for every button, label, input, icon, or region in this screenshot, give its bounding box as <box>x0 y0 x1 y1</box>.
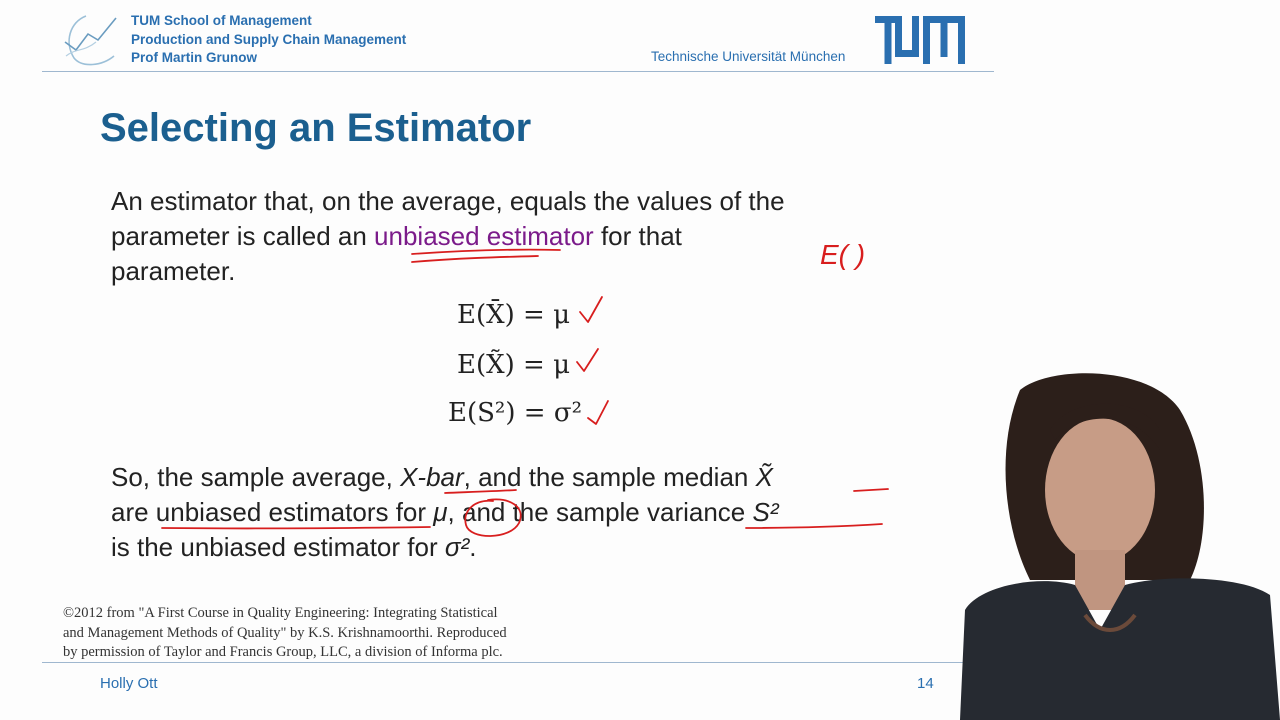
header-divider <box>42 71 994 72</box>
conclusion-line-3 <box>111 530 779 565</box>
conclusion-line-3-a: is the unbiased estimator for <box>111 532 445 562</box>
conclusion-line-2-b: , and the sample variance <box>447 497 753 527</box>
school-logo-icon <box>62 12 120 68</box>
conclusion-line-2-a: are unbiased estimators for <box>111 497 434 527</box>
definition-line-2-start: parameter is called an <box>111 221 375 251</box>
definition-line-3: parameter. <box>111 256 236 286</box>
presenter-video-overlay <box>960 370 1280 720</box>
header-line-school: TUM School of Management <box>131 13 312 28</box>
footer-author: Holly Ott <box>100 675 158 692</box>
header-lines <box>131 12 406 68</box>
underline-median <box>854 489 888 491</box>
citation-line-1: ©2012 from "A First Course in Quality Engineering: Integrating Statistical <box>63 605 498 621</box>
citation-block <box>63 604 507 663</box>
citation-line-3: by permission of Taylor and Francis Group, LLC, a division of Informa plc. <box>63 644 503 660</box>
sigma-squared-symbol: σ² <box>444 532 470 562</box>
citation-line-2: and Management Methods of Quality" by K.S. Krishnamoorthi. Reproduced <box>63 624 507 641</box>
checkmark-2 <box>577 349 598 371</box>
variance-symbol: S² <box>752 497 779 527</box>
definition-line-1: An estimator that, on the average, equals the values of the <box>111 186 785 216</box>
slide-title: Selecting an Estimator <box>100 106 532 150</box>
definition-line-2-end: for that <box>593 221 682 251</box>
checkmark-3 <box>588 401 608 424</box>
checkmark-1 <box>580 297 602 322</box>
conclusion-line-1-b: , and the sample median <box>463 462 756 492</box>
definition-line-2 <box>111 219 785 254</box>
conclusion-line-1-a: So, the sample average, <box>111 462 401 492</box>
unbiased-estimator-term: unbiased estimator <box>374 221 594 251</box>
header-line-professor: Prof Martin Grunow <box>131 50 257 65</box>
annotation-expectation: E( ) <box>820 239 866 270</box>
mu-symbol: μ <box>433 497 448 527</box>
equation-variance: E(S²) = σ² <box>448 398 582 428</box>
median-symbol: X̃ <box>755 462 773 492</box>
university-name: Technische Universität München <box>651 49 846 64</box>
conclusion-line-3-b: . <box>469 532 477 562</box>
definition-paragraph <box>111 184 785 289</box>
footer-divider <box>42 662 972 663</box>
header-line-chair: Production and Supply Chain Management <box>131 31 407 47</box>
xbar-term: X-bar <box>400 462 464 492</box>
equation-median: E(X̃) = μ <box>457 350 570 380</box>
conclusion-paragraph <box>111 460 779 565</box>
page-number: 14 <box>917 675 934 692</box>
conclusion-line-2 <box>111 495 779 530</box>
conclusion-line-1 <box>111 460 779 495</box>
equation-mean: E(X̄) = μ <box>457 300 570 330</box>
tum-logo-icon <box>875 16 965 64</box>
